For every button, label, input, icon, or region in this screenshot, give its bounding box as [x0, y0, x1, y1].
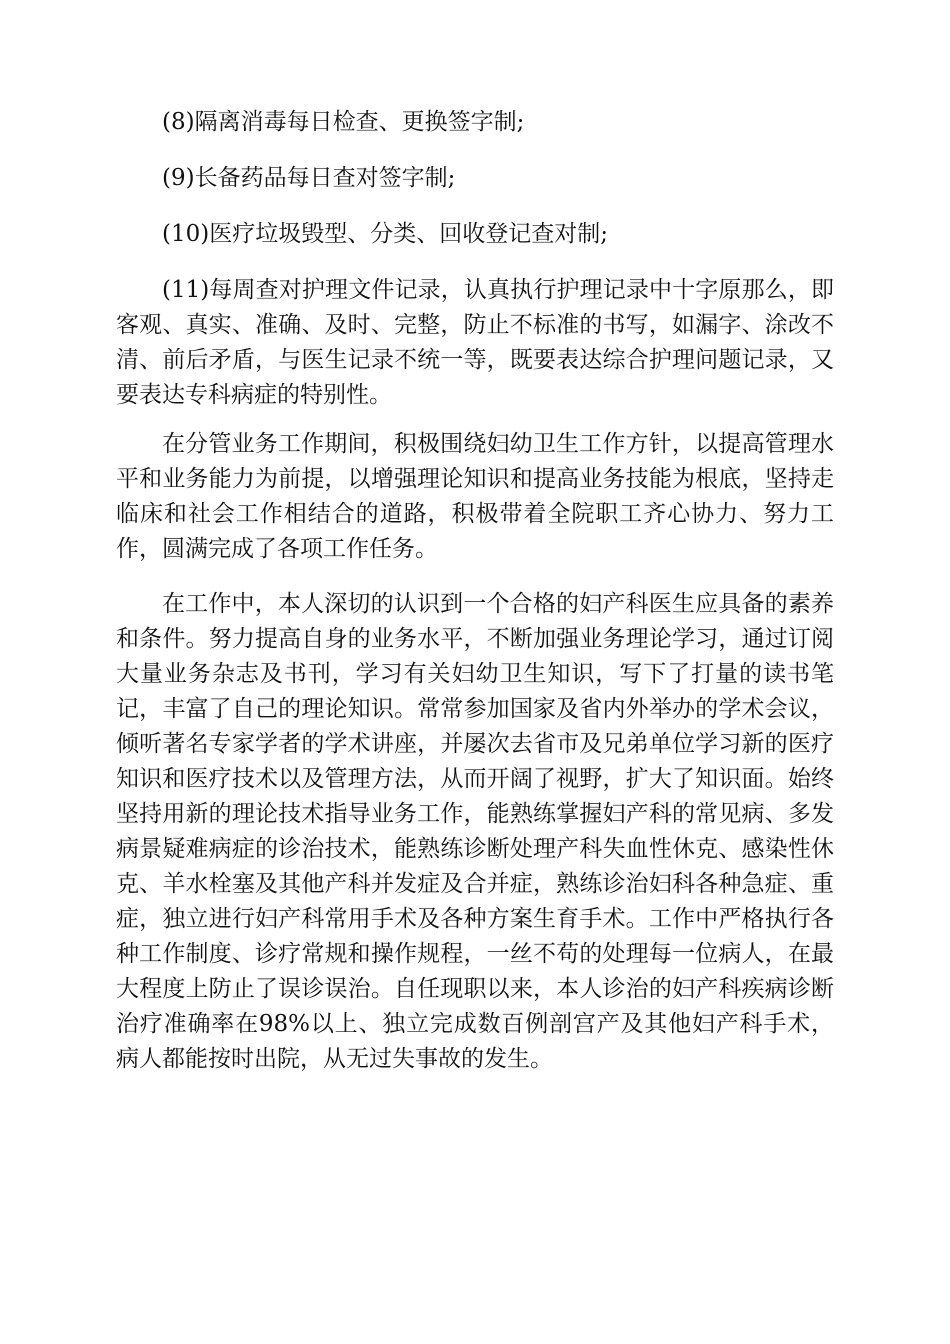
- paragraph-item-10: (10)医疗垃圾毁型、分类、回收登记查对制;: [162, 221, 608, 247]
- paragraph-work-experience: 在工作中，本人深切的认识到一个合格的妇产科医生应具备的素养和条件。努力提高自身的业务水平，不断加强业务理论学习，通过订阅大量业务杂志及书刊，学习有关妇幼卫生知识，写下了打量的读书笔记，丰富了自己的理论知识。常常参加国家及省内外举办的学术会议，倾听著名专家学者的学术讲座，并屡次去省市及兄弟单位学习新的医疗知识和医疗技术以及管理方法，从而开阔了视野，扩大了知识面。始终坚持用新的理论技术指导业务工作，能熟练掌握妇产科的常见病、多发病景疑难病症的诊治技术，能熟练诊断处理产科失血性休克、感染性休克、羊水栓塞及其他产科并发症及合并症，熟练诊治妇科各种急症、重症，独立进行妇产科常用手术及各种方案生育手术。工作中严格执行各种工作制度、诊疗常规和操作规程，一丝不苟的处理每一位病人，在最大程度上防止了误诊误治。自任现职以来，本人诊治的妇产科疾病诊断治疗准确率在98%以上、独立完成数百例剖宫产及其他妇产科手术，病人都能按时出院，从无过失事故的发生。: [116, 591, 834, 1072]
- document-body: [116, 105, 834, 1097]
- paragraph-management-work: 在分管业务工作期间，积极围绕妇幼卫生工作方针，以提高管理水平和业务能力为前提，以增强理论知识和提高业务技能为根底，坚持走临床和社会工作相结合的道路，积极带着全院职工齐心协力、努力工作，圆满完成了各项工作任务。: [116, 431, 834, 562]
- paragraph-item-8: (8)隔离消毒每日检查、更换签字制;: [162, 109, 525, 135]
- paragraph-item-11: (11)每周查对护理文件记录，认真执行护理记录中十字原那么，即客观、真实、准确、及时、完整，防止不标准的书写，如漏字、涂改不清、前后矛盾，与医生记录不统一等，既要表达综合护理问题记录，又要表达专科病症的特别性。: [116, 277, 834, 408]
- paragraph-item-9: (9)长备药品每日查对签字制;: [162, 165, 456, 191]
